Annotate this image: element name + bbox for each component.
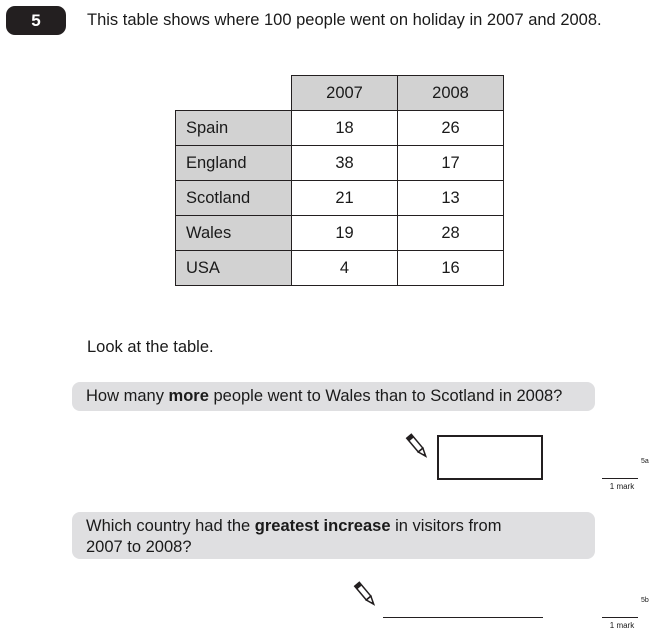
question-5b-text: Which country had the xyxy=(86,517,255,535)
question-5a-text: How many xyxy=(86,387,169,405)
pencil-icon xyxy=(353,581,379,609)
table-row xyxy=(176,146,504,181)
question-5b-emphasis: greatest increase xyxy=(254,517,391,535)
pencil-icon xyxy=(405,433,431,461)
row-label: Spain xyxy=(176,111,292,146)
table-cell: 17 xyxy=(398,146,504,181)
question-intro: This table shows where 100 people went on holiday in 2007 and 2008. xyxy=(87,11,602,29)
table-corner xyxy=(176,76,292,111)
table-cell: 13 xyxy=(398,181,504,216)
table-row xyxy=(176,111,504,146)
row-label: Wales xyxy=(176,216,292,251)
table-header-row xyxy=(176,76,504,111)
instruction-text: Look at the table. xyxy=(87,338,214,356)
table-cell: 38 xyxy=(292,146,398,181)
mark-line-5a xyxy=(602,478,638,479)
table-cell: 16 xyxy=(398,251,504,286)
table-row xyxy=(176,181,504,216)
table-cell: 26 xyxy=(398,111,504,146)
question-5b-band xyxy=(72,512,595,559)
column-header-2007: 2007 xyxy=(292,76,398,111)
question-5a-band xyxy=(72,382,595,411)
row-label: England xyxy=(176,146,292,181)
table-row xyxy=(176,251,504,286)
table-cell: 18 xyxy=(292,111,398,146)
question-5a-emphasis: more xyxy=(168,387,209,405)
row-label: USA xyxy=(176,251,292,286)
answer-line-5b[interactable] xyxy=(383,617,543,618)
mark-code-5b: 5b xyxy=(641,597,649,604)
answer-box-5a[interactable] xyxy=(437,435,543,480)
question-5a-text-end: people went to Wales than to Scotland in 2008? xyxy=(208,387,563,405)
mark-label-5a: 1 mark xyxy=(609,482,635,491)
row-label: Scotland xyxy=(176,181,292,216)
table-row xyxy=(176,216,504,251)
table-cell: 19 xyxy=(292,216,398,251)
holiday-table xyxy=(175,75,504,286)
table-cell: 28 xyxy=(398,216,504,251)
column-header-2008: 2008 xyxy=(398,76,504,111)
mark-line-5b xyxy=(602,617,638,618)
question-number: 5 xyxy=(31,10,41,30)
mark-label-5b: 1 mark xyxy=(609,621,635,630)
mark-code-5a: 5a xyxy=(641,458,649,465)
table-cell: 21 xyxy=(292,181,398,216)
question-5b-text-end: in visitors from xyxy=(390,517,502,535)
question-5b-text-line2: 2007 to 2008? xyxy=(86,538,192,556)
question-number-badge xyxy=(6,6,66,35)
table-cell: 4 xyxy=(292,251,398,286)
